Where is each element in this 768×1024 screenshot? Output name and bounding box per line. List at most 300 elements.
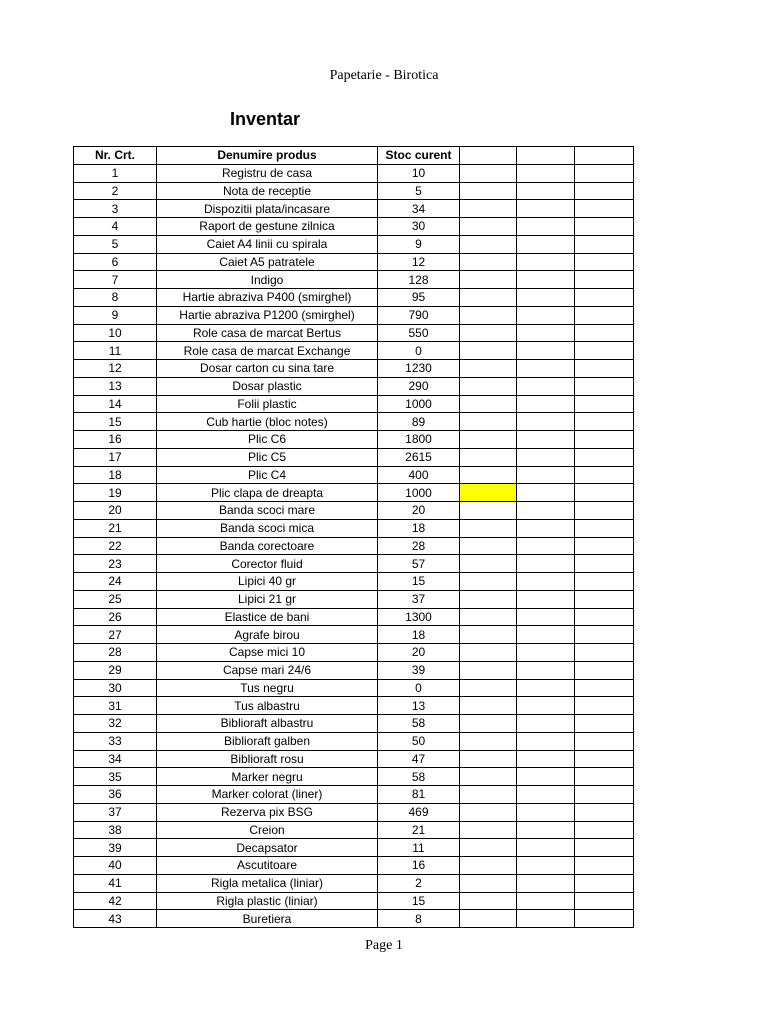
table-row bbox=[74, 537, 634, 555]
extra-cell-2 bbox=[517, 342, 575, 360]
stock-cell: 1300 bbox=[378, 608, 460, 626]
extra-cell-2 bbox=[517, 786, 575, 804]
product-name-cell: Lipici 21 gr bbox=[157, 590, 378, 608]
row-number-cell: 10 bbox=[74, 324, 157, 342]
product-name-cell: Capse mari 24/6 bbox=[157, 661, 378, 679]
extra-cell-3 bbox=[575, 431, 634, 449]
row-number-cell: 12 bbox=[74, 360, 157, 378]
table-row bbox=[74, 324, 634, 342]
extra-cell-2 bbox=[517, 448, 575, 466]
product-name-cell: Plic clapa de dreapta bbox=[157, 484, 378, 502]
stock-cell: 1000 bbox=[378, 484, 460, 502]
product-name-cell: Lipici 40 gr bbox=[157, 573, 378, 591]
product-name-cell: Decapsator bbox=[157, 839, 378, 857]
extra-cell-1 bbox=[460, 324, 517, 342]
stock-cell: 0 bbox=[378, 679, 460, 697]
extra-cell-2 bbox=[517, 289, 575, 307]
table-row bbox=[74, 661, 634, 679]
stock-cell: 10 bbox=[378, 164, 460, 182]
row-number-cell: 36 bbox=[74, 786, 157, 804]
row-number-cell: 7 bbox=[74, 271, 157, 289]
extra-cell-3 bbox=[575, 342, 634, 360]
column-header-stoc-curent: Stoc curent bbox=[378, 147, 460, 165]
extra-cell-3 bbox=[575, 377, 634, 395]
row-number-cell: 11 bbox=[74, 342, 157, 360]
stock-cell: 28 bbox=[378, 537, 460, 555]
extra-cell-3 bbox=[575, 892, 634, 910]
extra-cell-2 bbox=[517, 395, 575, 413]
row-number-cell: 25 bbox=[74, 590, 157, 608]
extra-cell-1 bbox=[460, 910, 517, 928]
extra-cell-3 bbox=[575, 786, 634, 804]
stock-cell: 9 bbox=[378, 235, 460, 253]
extra-cell-1 bbox=[460, 874, 517, 892]
extra-cell-3 bbox=[575, 750, 634, 768]
extra-cell-2 bbox=[517, 608, 575, 626]
extra-cell-2 bbox=[517, 715, 575, 733]
product-name-cell: Plic C4 bbox=[157, 466, 378, 484]
extra-cell-1 bbox=[460, 839, 517, 857]
extra-cell-2 bbox=[517, 803, 575, 821]
extra-cell-3 bbox=[575, 803, 634, 821]
row-number-cell: 9 bbox=[74, 306, 157, 324]
product-name-cell: Corector fluid bbox=[157, 555, 378, 573]
stock-cell: 128 bbox=[378, 271, 460, 289]
table-row bbox=[74, 235, 634, 253]
extra-cell-1 bbox=[460, 306, 517, 324]
stock-cell: 39 bbox=[378, 661, 460, 679]
extra-cell-1 bbox=[460, 857, 517, 875]
extra-cell-1 bbox=[460, 289, 517, 307]
table-row bbox=[74, 715, 634, 733]
product-name-cell: Hartie abraziva P400 (smirghel) bbox=[157, 289, 378, 307]
stock-cell: 16 bbox=[378, 857, 460, 875]
product-name-cell: Dosar plastic bbox=[157, 377, 378, 395]
stock-cell: 8 bbox=[378, 910, 460, 928]
extra-cell-2 bbox=[517, 484, 575, 502]
extra-cell-2 bbox=[517, 271, 575, 289]
row-number-cell: 8 bbox=[74, 289, 157, 307]
extra-cell-3 bbox=[575, 448, 634, 466]
product-name-cell: Role casa de marcat Bertus bbox=[157, 324, 378, 342]
stock-cell: 2615 bbox=[378, 448, 460, 466]
stock-cell: 15 bbox=[378, 573, 460, 591]
table-row bbox=[74, 182, 634, 200]
table-row bbox=[74, 821, 634, 839]
extra-cell-3 bbox=[575, 502, 634, 520]
stock-cell: 30 bbox=[378, 218, 460, 236]
extra-cell-1 bbox=[460, 573, 517, 591]
extra-cell-1 bbox=[460, 750, 517, 768]
extra-cell-1 bbox=[460, 732, 517, 750]
stock-cell: 5 bbox=[378, 182, 460, 200]
extra-cell-1 bbox=[460, 218, 517, 236]
extra-cell-1 bbox=[460, 697, 517, 715]
table-row bbox=[74, 626, 634, 644]
row-number-cell: 35 bbox=[74, 768, 157, 786]
extra-cell-1 bbox=[460, 519, 517, 537]
column-header-nr-crt: Nr. Crt. bbox=[74, 147, 157, 165]
extra-cell-1 bbox=[460, 537, 517, 555]
row-number-cell: 27 bbox=[74, 626, 157, 644]
product-name-cell: Indigo bbox=[157, 271, 378, 289]
extra-cell-1 bbox=[460, 644, 517, 662]
extra-cell-1 bbox=[460, 626, 517, 644]
extra-cell-2 bbox=[517, 235, 575, 253]
extra-cell-2 bbox=[517, 466, 575, 484]
extra-cell-3 bbox=[575, 857, 634, 875]
extra-cell-1 bbox=[460, 360, 517, 378]
stock-cell: 12 bbox=[378, 253, 460, 271]
product-name-cell: Elastice de bani bbox=[157, 608, 378, 626]
table-row bbox=[74, 306, 634, 324]
stock-cell: 50 bbox=[378, 732, 460, 750]
product-name-cell: Rigla plastic (liniar) bbox=[157, 892, 378, 910]
row-number-cell: 38 bbox=[74, 821, 157, 839]
extra-cell-3 bbox=[575, 413, 634, 431]
table-row bbox=[74, 768, 634, 786]
stock-cell: 21 bbox=[378, 821, 460, 839]
table-row bbox=[74, 910, 634, 928]
product-name-cell: Banda scoci mare bbox=[157, 502, 378, 520]
row-number-cell: 39 bbox=[74, 839, 157, 857]
extra-cell-3 bbox=[575, 697, 634, 715]
extra-cell-2 bbox=[517, 750, 575, 768]
extra-cell-3 bbox=[575, 821, 634, 839]
row-number-cell: 22 bbox=[74, 537, 157, 555]
extra-cell-1 bbox=[460, 235, 517, 253]
extra-cell-2 bbox=[517, 555, 575, 573]
row-number-cell: 33 bbox=[74, 732, 157, 750]
extra-cell-1 bbox=[460, 590, 517, 608]
extra-cell-3 bbox=[575, 910, 634, 928]
stock-cell: 13 bbox=[378, 697, 460, 715]
stock-cell: 95 bbox=[378, 289, 460, 307]
table-row bbox=[74, 590, 634, 608]
product-name-cell: Creion bbox=[157, 821, 378, 839]
extra-cell-1 bbox=[460, 768, 517, 786]
product-name-cell: Raport de gestune zilnica bbox=[157, 218, 378, 236]
extra-cell-1 bbox=[460, 679, 517, 697]
table-row bbox=[74, 750, 634, 768]
stock-cell: 2 bbox=[378, 874, 460, 892]
product-name-cell: Banda scoci mica bbox=[157, 519, 378, 537]
product-name-cell: Plic C6 bbox=[157, 431, 378, 449]
row-number-cell: 21 bbox=[74, 519, 157, 537]
row-number-cell: 29 bbox=[74, 661, 157, 679]
product-name-cell: Capse mici 10 bbox=[157, 644, 378, 662]
extra-cell-1 bbox=[460, 466, 517, 484]
table-row bbox=[74, 466, 634, 484]
extra-cell-1 bbox=[460, 892, 517, 910]
table-row bbox=[74, 164, 634, 182]
product-name-cell: Folii plastic bbox=[157, 395, 378, 413]
row-number-cell: 24 bbox=[74, 573, 157, 591]
row-number-cell: 6 bbox=[74, 253, 157, 271]
extra-cell-1 bbox=[460, 555, 517, 573]
table-row bbox=[74, 892, 634, 910]
product-name-cell: Marker negru bbox=[157, 768, 378, 786]
extra-cell-3 bbox=[575, 324, 634, 342]
row-number-cell: 40 bbox=[74, 857, 157, 875]
extra-cell-3 bbox=[575, 484, 634, 502]
stock-cell: 15 bbox=[378, 892, 460, 910]
page-footer: Page 1 bbox=[365, 938, 403, 953]
extra-cell-2 bbox=[517, 910, 575, 928]
product-name-cell: Tus negru bbox=[157, 679, 378, 697]
extra-cell-2 bbox=[517, 519, 575, 537]
table-row bbox=[74, 857, 634, 875]
extra-cell-1 bbox=[460, 661, 517, 679]
product-name-cell: Dosar carton cu sina tare bbox=[157, 360, 378, 378]
row-number-cell: 26 bbox=[74, 608, 157, 626]
table-header-row bbox=[74, 147, 634, 165]
product-name-cell: Caiet A5 patratele bbox=[157, 253, 378, 271]
table-row bbox=[74, 289, 634, 307]
document-header-title: Papetarie - Birotica bbox=[329, 68, 439, 83]
extra-cell-3 bbox=[575, 661, 634, 679]
extra-cell-2 bbox=[517, 697, 575, 715]
extra-cell-3 bbox=[575, 164, 634, 182]
product-name-cell: Nota de receptie bbox=[157, 182, 378, 200]
extra-cell-2 bbox=[517, 768, 575, 786]
table-row bbox=[74, 377, 634, 395]
extra-cell-3 bbox=[575, 626, 634, 644]
table-row bbox=[74, 431, 634, 449]
stock-cell: 34 bbox=[378, 200, 460, 218]
extra-cell-2 bbox=[517, 679, 575, 697]
extra-cell-2 bbox=[517, 200, 575, 218]
table-row bbox=[74, 342, 634, 360]
column-header-empty-1 bbox=[460, 147, 517, 165]
stock-cell: 18 bbox=[378, 626, 460, 644]
extra-cell-2 bbox=[517, 644, 575, 662]
table-row bbox=[74, 573, 634, 591]
table-row bbox=[74, 413, 634, 431]
extra-cell-3 bbox=[575, 839, 634, 857]
extra-cell-2 bbox=[517, 431, 575, 449]
stock-cell: 1000 bbox=[378, 395, 460, 413]
stock-cell: 20 bbox=[378, 644, 460, 662]
extra-cell-2 bbox=[517, 732, 575, 750]
extra-cell-3 bbox=[575, 519, 634, 537]
extra-cell-1 bbox=[460, 413, 517, 431]
row-number-cell: 42 bbox=[74, 892, 157, 910]
row-number-cell: 28 bbox=[74, 644, 157, 662]
row-number-cell: 30 bbox=[74, 679, 157, 697]
stock-cell: 89 bbox=[378, 413, 460, 431]
inventory-table bbox=[73, 146, 634, 928]
extra-cell-2 bbox=[517, 218, 575, 236]
product-name-cell: Biblioraft albastru bbox=[157, 715, 378, 733]
extra-cell-2 bbox=[517, 324, 575, 342]
row-number-cell: 31 bbox=[74, 697, 157, 715]
extra-cell-3 bbox=[575, 768, 634, 786]
extra-cell-3 bbox=[575, 289, 634, 307]
extra-cell-1 bbox=[460, 253, 517, 271]
product-name-cell: Rezerva pix BSG bbox=[157, 803, 378, 821]
extra-cell-2 bbox=[517, 821, 575, 839]
product-name-cell: Biblioraft rosu bbox=[157, 750, 378, 768]
product-name-cell: Biblioraft galben bbox=[157, 732, 378, 750]
product-name-cell: Cub hartie (bloc notes) bbox=[157, 413, 378, 431]
extra-cell-3 bbox=[575, 235, 634, 253]
extra-cell-2 bbox=[517, 892, 575, 910]
extra-cell-3 bbox=[575, 200, 634, 218]
row-number-cell: 20 bbox=[74, 502, 157, 520]
extra-cell-3 bbox=[575, 182, 634, 200]
extra-cell-3 bbox=[575, 874, 634, 892]
extra-cell-1 bbox=[460, 182, 517, 200]
product-name-cell: Marker colorat (liner) bbox=[157, 786, 378, 804]
extra-cell-2 bbox=[517, 590, 575, 608]
extra-cell-2 bbox=[517, 857, 575, 875]
extra-cell-3 bbox=[575, 644, 634, 662]
extra-cell-1 bbox=[460, 377, 517, 395]
product-name-cell: Buretiera bbox=[157, 910, 378, 928]
extra-cell-3 bbox=[575, 395, 634, 413]
extra-cell-2 bbox=[517, 661, 575, 679]
extra-cell-1 bbox=[460, 502, 517, 520]
column-header-empty-3 bbox=[575, 147, 634, 165]
extra-cell-2 bbox=[517, 537, 575, 555]
extra-cell-3 bbox=[575, 732, 634, 750]
extra-cell-2 bbox=[517, 360, 575, 378]
stock-cell: 81 bbox=[378, 786, 460, 804]
row-number-cell: 32 bbox=[74, 715, 157, 733]
row-number-cell: 34 bbox=[74, 750, 157, 768]
stock-cell: 18 bbox=[378, 519, 460, 537]
stock-cell: 11 bbox=[378, 839, 460, 857]
column-header-empty-2 bbox=[517, 147, 575, 165]
extra-cell-1 bbox=[460, 448, 517, 466]
stock-cell: 290 bbox=[378, 377, 460, 395]
table-row bbox=[74, 253, 634, 271]
stock-cell: 0 bbox=[378, 342, 460, 360]
table-row bbox=[74, 697, 634, 715]
stock-cell: 58 bbox=[378, 715, 460, 733]
extra-cell-3 bbox=[575, 466, 634, 484]
row-number-cell: 37 bbox=[74, 803, 157, 821]
extra-cell-1 bbox=[460, 786, 517, 804]
row-number-cell: 14 bbox=[74, 395, 157, 413]
product-name-cell: Tus albastru bbox=[157, 697, 378, 715]
table-row bbox=[74, 732, 634, 750]
product-name-cell: Role casa de marcat Exchange bbox=[157, 342, 378, 360]
highlighted-cell bbox=[460, 484, 517, 502]
table-row bbox=[74, 644, 634, 662]
table-row bbox=[74, 271, 634, 289]
row-number-cell: 1 bbox=[74, 164, 157, 182]
extra-cell-1 bbox=[460, 200, 517, 218]
extra-cell-1 bbox=[460, 395, 517, 413]
extra-cell-2 bbox=[517, 874, 575, 892]
extra-cell-1 bbox=[460, 164, 517, 182]
extra-cell-3 bbox=[575, 715, 634, 733]
table-row bbox=[74, 679, 634, 697]
row-number-cell: 17 bbox=[74, 448, 157, 466]
extra-cell-1 bbox=[460, 803, 517, 821]
stock-cell: 550 bbox=[378, 324, 460, 342]
table-row bbox=[74, 608, 634, 626]
sheet-title: Inventar bbox=[230, 109, 301, 129]
table-row bbox=[74, 360, 634, 378]
extra-cell-2 bbox=[517, 306, 575, 324]
row-number-cell: 3 bbox=[74, 200, 157, 218]
table-row bbox=[74, 448, 634, 466]
extra-cell-2 bbox=[517, 377, 575, 395]
stock-cell: 469 bbox=[378, 803, 460, 821]
extra-cell-2 bbox=[517, 253, 575, 271]
stock-cell: 37 bbox=[378, 590, 460, 608]
stock-cell: 47 bbox=[378, 750, 460, 768]
product-name-cell: Agrafe birou bbox=[157, 626, 378, 644]
product-name-cell: Ascutitoare bbox=[157, 857, 378, 875]
stock-cell: 1230 bbox=[378, 360, 460, 378]
stock-cell: 20 bbox=[378, 502, 460, 520]
product-name-cell: Registru de casa bbox=[157, 164, 378, 182]
row-number-cell: 15 bbox=[74, 413, 157, 431]
extra-cell-1 bbox=[460, 431, 517, 449]
table-row bbox=[74, 839, 634, 857]
table-row bbox=[74, 200, 634, 218]
stock-cell: 58 bbox=[378, 768, 460, 786]
product-name-cell: Caiet A4 linii cu spirala bbox=[157, 235, 378, 253]
extra-cell-2 bbox=[517, 573, 575, 591]
extra-cell-1 bbox=[460, 608, 517, 626]
extra-cell-2 bbox=[517, 626, 575, 644]
extra-cell-3 bbox=[575, 573, 634, 591]
column-header-denumire-produs: Denumire produs bbox=[157, 147, 378, 165]
extra-cell-3 bbox=[575, 306, 634, 324]
extra-cell-2 bbox=[517, 182, 575, 200]
row-number-cell: 43 bbox=[74, 910, 157, 928]
row-number-cell: 23 bbox=[74, 555, 157, 573]
table-row bbox=[74, 502, 634, 520]
product-name-cell: Dispozitii plata/incasare bbox=[157, 200, 378, 218]
extra-cell-2 bbox=[517, 502, 575, 520]
product-name-cell: Hartie abraziva P1200 (smirghel) bbox=[157, 306, 378, 324]
product-name-cell: Rigla metalica (liniar) bbox=[157, 874, 378, 892]
extra-cell-1 bbox=[460, 271, 517, 289]
extra-cell-3 bbox=[575, 218, 634, 236]
product-name-cell: Plic C5 bbox=[157, 448, 378, 466]
extra-cell-2 bbox=[517, 413, 575, 431]
extra-cell-2 bbox=[517, 164, 575, 182]
row-number-cell: 2 bbox=[74, 182, 157, 200]
row-number-cell: 41 bbox=[74, 874, 157, 892]
product-name-cell: Banda corectoare bbox=[157, 537, 378, 555]
extra-cell-3 bbox=[575, 679, 634, 697]
table-row bbox=[74, 874, 634, 892]
stock-cell: 790 bbox=[378, 306, 460, 324]
table-row bbox=[74, 484, 634, 502]
row-number-cell: 5 bbox=[74, 235, 157, 253]
row-number-cell: 18 bbox=[74, 466, 157, 484]
extra-cell-3 bbox=[575, 555, 634, 573]
extra-cell-3 bbox=[575, 537, 634, 555]
row-number-cell: 16 bbox=[74, 431, 157, 449]
stock-cell: 57 bbox=[378, 555, 460, 573]
extra-cell-3 bbox=[575, 253, 634, 271]
row-number-cell: 4 bbox=[74, 218, 157, 236]
table-row bbox=[74, 786, 634, 804]
table-body bbox=[74, 164, 634, 927]
extra-cell-3 bbox=[575, 271, 634, 289]
extra-cell-1 bbox=[460, 715, 517, 733]
extra-cell-1 bbox=[460, 342, 517, 360]
table-row bbox=[74, 395, 634, 413]
